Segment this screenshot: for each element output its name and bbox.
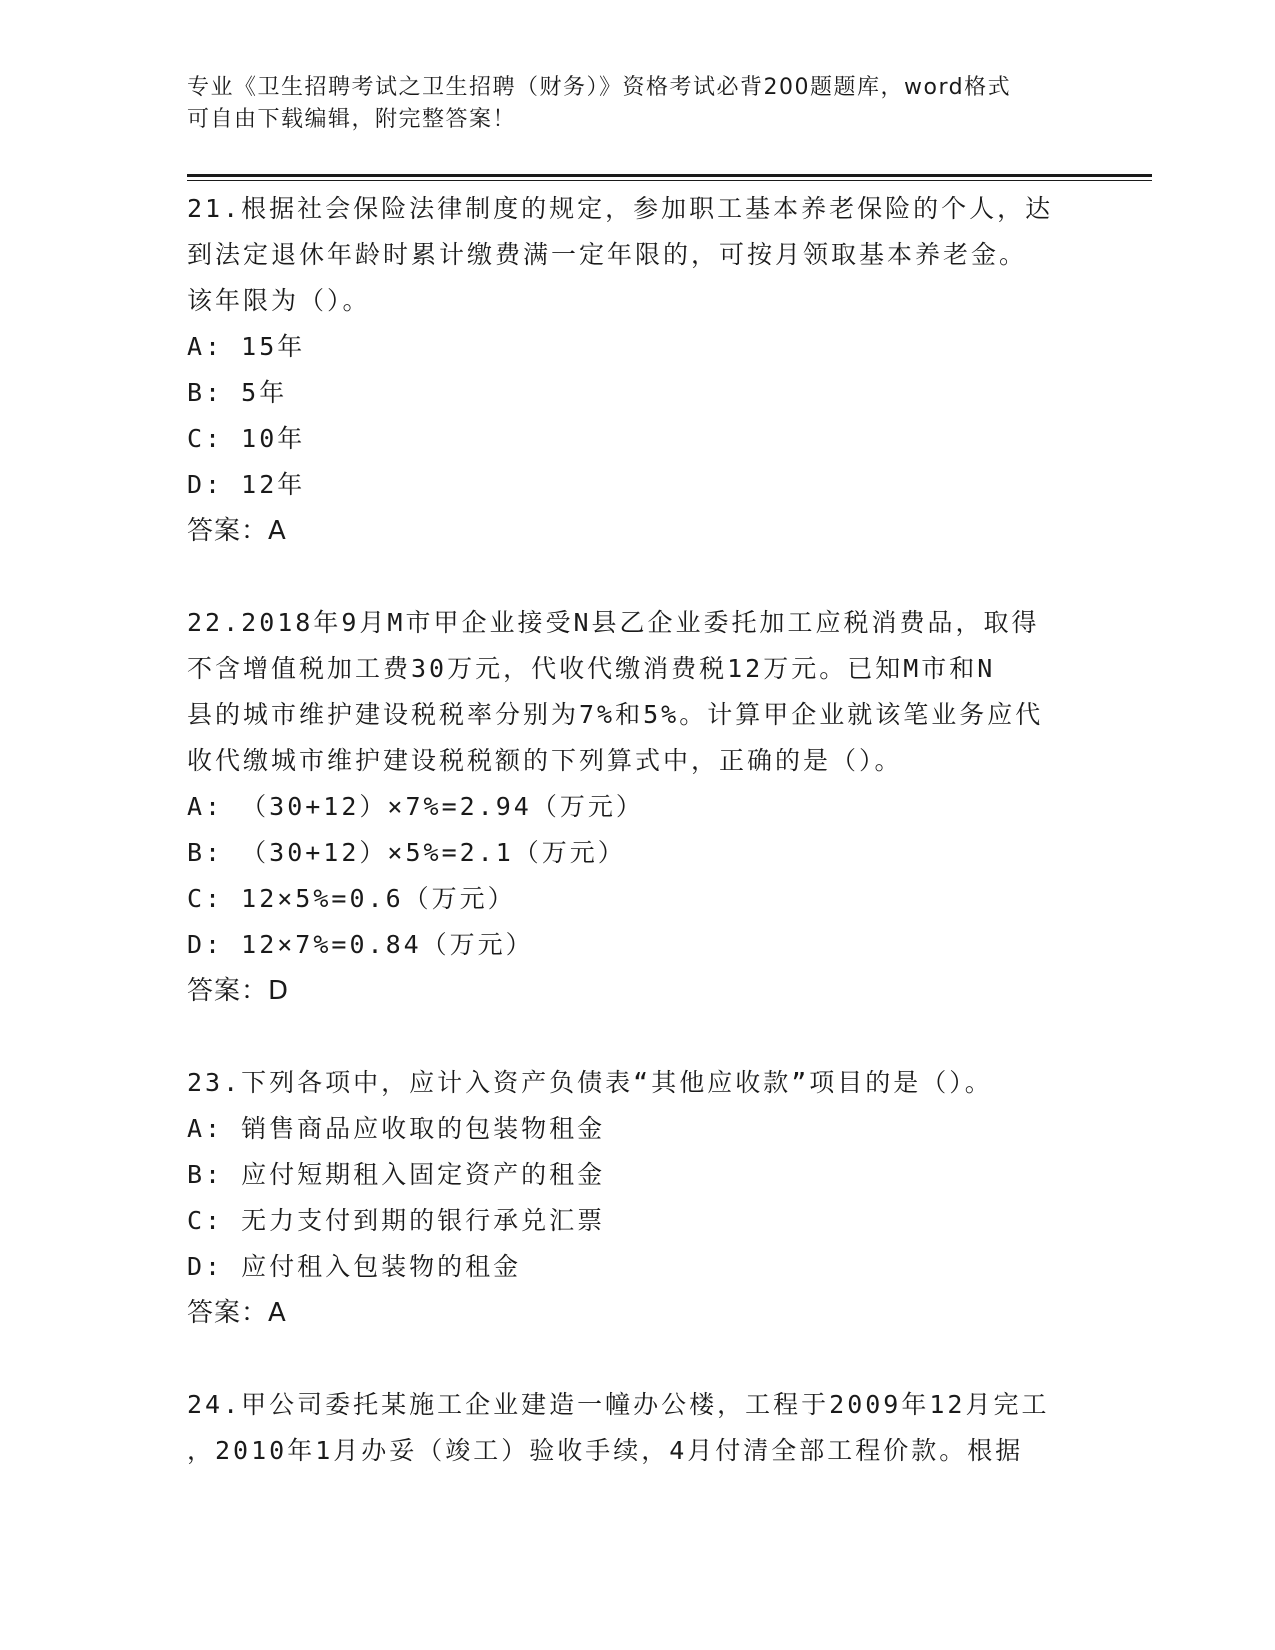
header-rule-thick: [187, 174, 1152, 177]
option-d: D: 12年: [187, 470, 306, 499]
question-stem-line: 23.下列各项中，应计入资产负债表“其他应收款”项目的是（）。: [187, 1068, 993, 1097]
question-stem-line: 24.甲公司委托某施工企业建造一幢办公楼，工程于2009年12月完工: [187, 1390, 1050, 1419]
option-a: A: 销售商品应收取的包装物租金: [187, 1114, 606, 1143]
option-a: A: （30+12）×7%=2.94（万元）: [187, 792, 644, 821]
answer-line: 答案：A: [187, 516, 287, 546]
question-stem-line: 21.根据社会保险法律制度的规定，参加职工基本养老保险的个人，达: [187, 194, 1054, 223]
header-line-2: 可自由下载编辑，附完整答案！: [187, 107, 517, 132]
header-rule-thin: [187, 180, 1152, 181]
option-c: C: 10年: [187, 424, 306, 453]
option-c: C: 12×5%=0.6（万元）: [187, 884, 516, 913]
question-stem-line: ，2010年1月办妥（竣工）验收手续，4月付清全部工程价款。根据: [187, 1436, 1024, 1465]
option-c: C: 无力支付到期的银行承兑汇票: [187, 1206, 606, 1235]
question-stem-line: 22.2018年9月M市甲企业接受N县乙企业委托加工应税消费品，取得: [187, 608, 1040, 637]
question-stem-line: 收代缴城市维护建设税税额的下列算式中，正确的是（）。: [187, 746, 903, 775]
option-d: D: 12×7%=0.84（万元）: [187, 930, 534, 959]
answer-line: 答案：D: [187, 976, 290, 1006]
question-22: [187, 600, 1087, 1014]
option-a: A: 15年: [187, 332, 306, 361]
answer-line: 答案：A: [187, 1298, 287, 1328]
option-b: B: 应付短期租入固定资产的租金: [187, 1160, 606, 1189]
question-stem-line: 该年限为（）。: [187, 286, 371, 315]
question-stem-line: 县的城市维护建设税税率分别为7%和5%。计算甲企业就该笔业务应代: [187, 700, 1044, 729]
option-b: B: 5年: [187, 378, 288, 407]
question-23: [187, 1060, 1087, 1336]
question-stem-line: 不含增值税加工费30万元，代收代缴消费税12万元。已知M市和N: [187, 654, 996, 683]
question-list: [187, 186, 1087, 1520]
question-stem-line: 到法定退休年龄时累计缴费满一定年限的，可按月领取基本养老金。: [187, 240, 1028, 269]
option-d: D: 应付租入包装物的租金: [187, 1252, 522, 1281]
document-header: [187, 72, 1087, 136]
question-21: [187, 186, 1087, 554]
option-b: B: （30+12）×5%=2.1（万元）: [187, 838, 626, 867]
question-24: [187, 1382, 1087, 1474]
header-line-1: 专业《卫生招聘考试之卫生招聘（财务）》资格考试必背200题题库，word格式: [187, 75, 1012, 100]
